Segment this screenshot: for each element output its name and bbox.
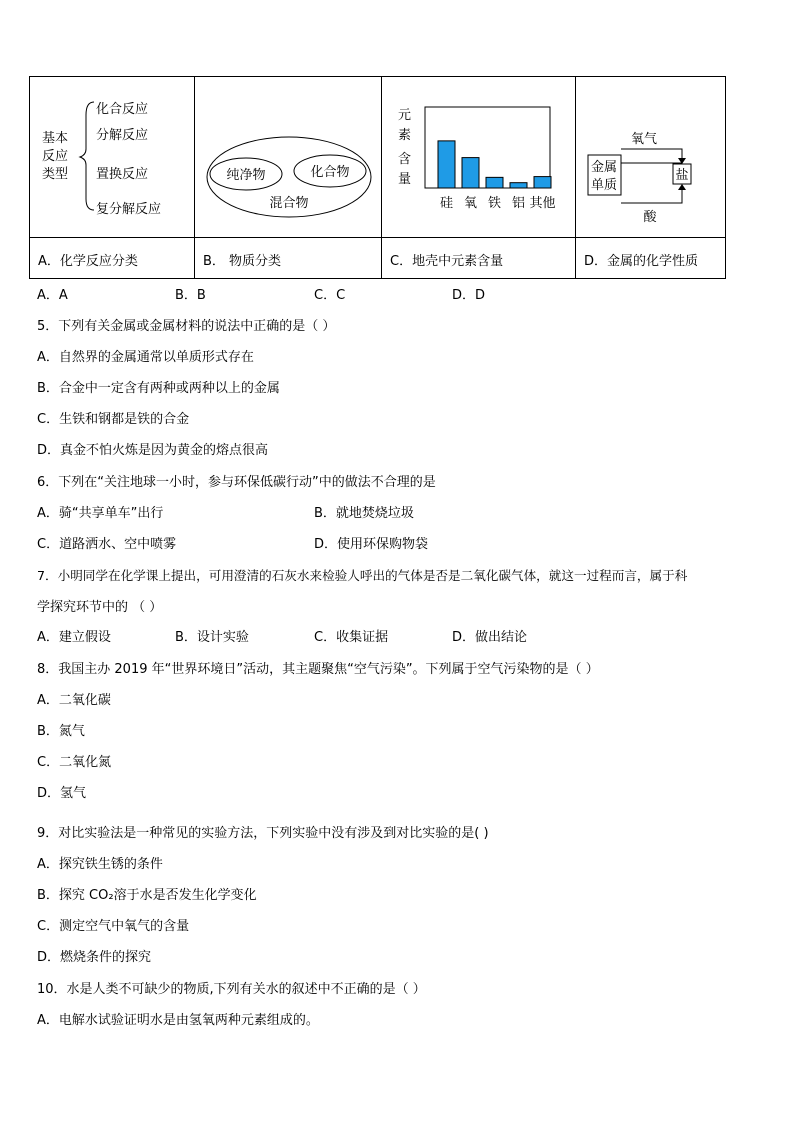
caption-b-cell (195, 238, 382, 279)
fig-d-top: 氧气 (630, 132, 658, 147)
q6-option-b: B．就地焚烧垃圾 (314, 506, 414, 521)
fig-a-item-3: 置换反应 (96, 167, 149, 182)
caption-a: A．化学反应分类 (38, 254, 138, 269)
q4-option-a: A．A (37, 288, 68, 303)
q9-option-a: A．探究铁生锈的条件 (37, 857, 163, 872)
caption-b: B． 物质分类 (203, 254, 282, 269)
q4-option-b: B．B (175, 288, 206, 303)
fig-b-inner-left: 纯净物 (226, 168, 266, 183)
matter-classification-diagram (195, 77, 382, 233)
figure-b-cell (195, 77, 382, 238)
caption-a-cell (30, 238, 195, 279)
q7-stem-line2: 学探究环节中的 （ ） (37, 600, 163, 615)
chart-categories (440, 195, 556, 211)
q5-option-a: A．自然界的金属通常以单质形式存在 (37, 350, 254, 365)
fig-a-item-4: 复分解反应 (96, 202, 162, 217)
fig-a-label-1: 基本 (42, 131, 69, 146)
fig-a-label-3: 类型 (42, 167, 69, 182)
fig-d-left-2: 单质 (590, 178, 618, 193)
q8-stem: 8．我国主办 2019 年“世界环境日”活动，其主题聚焦“空气污染”。下列属于空气污染物的是（ ） (37, 662, 599, 677)
bar-4 (534, 177, 551, 188)
up-arrow-icon (678, 184, 686, 190)
figure-d-cell (576, 77, 726, 238)
q7-option-a: A．建立假设 (37, 630, 111, 645)
q8-option-a: A．二氧化碳 (37, 693, 111, 708)
bar-2 (486, 177, 503, 188)
q9-option-b: B．探究 CO₂溶于水是否发生化学变化 (37, 888, 257, 903)
q7-option-d: D．做出结论 (452, 630, 528, 645)
fig-d-left-1: 金属 (590, 160, 618, 175)
q6-option-a: A．骑“共享单车”出行 (37, 506, 164, 521)
fig-c-ylabel-4: 量 (398, 172, 412, 187)
q8-option-c: C．二氧化氮 (37, 755, 112, 770)
category-label-4: 其他 (529, 196, 556, 211)
q7-option-b: B．设计实验 (175, 630, 249, 645)
figure-a-cell (30, 77, 195, 238)
fig-c-ylabel-2: 素 (398, 128, 412, 143)
q9-stem: 9．对比实验法是一种常见的实验方法，下列实验中没有涉及到对比实验的是( ) (37, 826, 489, 841)
fig-a-item-1: 化合反应 (96, 102, 149, 117)
bar-1 (462, 158, 479, 188)
q10-stem: 10．水是人类不可缺少的物质,下列有关水的叙述中不正确的是（ ） (37, 982, 426, 997)
figure-c-cell (382, 77, 576, 238)
fig-d-right: 盐 (675, 168, 689, 183)
caption-c: C．地壳中元素含量 (390, 254, 504, 269)
q7-option-c: C．收集证据 (314, 630, 389, 645)
q6-option-c: C．道路洒水、空中喷雾 (37, 537, 177, 552)
q8-option-d: D．氢气 (37, 786, 87, 801)
top-connector (621, 162, 682, 163)
q5-option-d: D．真金不怕火炼是因为黄金的熔点很高 (37, 443, 269, 458)
q10-option-a: A．电解水试验证明水是由氢氧两种元素组成的。 (37, 1013, 319, 1028)
category-label-1: 氧 (463, 196, 478, 211)
category-label-3: 铝 (511, 196, 526, 211)
q6-option-d: D．使用环保购物袋 (314, 537, 429, 552)
q5-stem: 5．下列有关金属或金属材料的说法中正确的是（ ） (37, 319, 336, 334)
q5-option-b: B．合金中一定含有两种或两种以上的金属 (37, 381, 280, 396)
caption-c-cell (382, 238, 576, 279)
fig-c-ylabel-3: 含 (398, 152, 412, 167)
fig-d-bottom: 酸 (643, 210, 657, 225)
q8-option-b: B．氮气 (37, 724, 85, 739)
q7-stem-line1: 7．小明同学在化学课上提出，可用澄清的石灰水来检验人呼出的气体是否是二氧化碳气体，就这一过程而言，属于科 (37, 568, 688, 583)
bottom-path (621, 189, 682, 203)
category-label-2: 铁 (487, 196, 502, 211)
caption-d-cell (576, 238, 726, 279)
caption-d: D．金属的化学性质 (584, 254, 699, 269)
q9-option-d: D．燃烧条件的探究 (37, 950, 152, 965)
element-content-chart (382, 77, 576, 233)
bar-0 (438, 141, 455, 188)
metal-properties-diagram (576, 77, 726, 233)
figure-table (29, 76, 726, 279)
q9-option-c: C．测定空气中氧气的含量 (37, 919, 190, 934)
category-label-0: 硅 (439, 196, 454, 211)
reaction-types-diagram (30, 77, 195, 233)
q6-stem: 6．下列在“关注地球一小时，参与环保低碳行动”中的做法不合理的是 (37, 475, 436, 490)
chart-bars (438, 141, 551, 188)
q4-option-d: D．D (452, 288, 486, 303)
fig-a-item-2: 分解反应 (96, 128, 149, 143)
q5-option-c: C．生铁和钢都是铁的合金 (37, 412, 190, 427)
fig-a-label-2: 反应 (42, 149, 69, 164)
q4-option-c: C．C (314, 288, 346, 303)
bar-3 (510, 183, 527, 188)
fig-c-ylabel-1: 元 (398, 108, 412, 123)
fig-b-inner-right: 化合物 (310, 165, 350, 180)
fig-b-outer: 混合物 (269, 196, 309, 211)
brace-icon (80, 102, 94, 210)
top-path (621, 149, 682, 159)
